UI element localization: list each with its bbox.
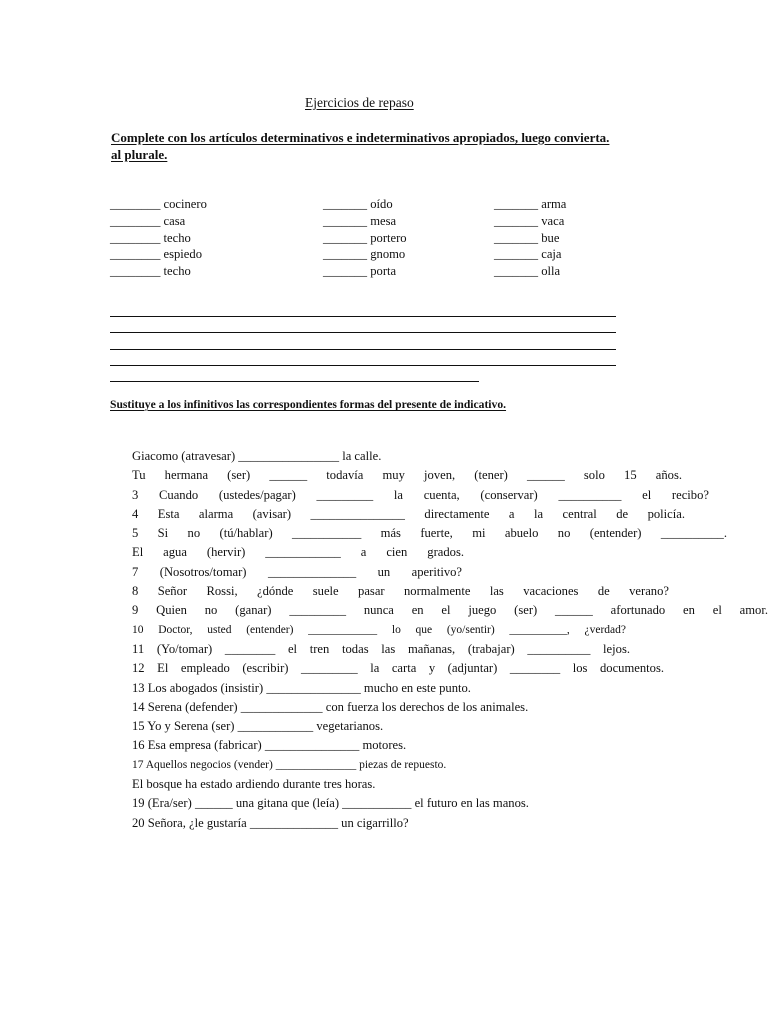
vocab-item: _______ porta: [323, 264, 397, 279]
sentence: El agua (hervir) ____________ a cien grados.: [132, 545, 464, 560]
sentence: 11 (Yo/tomar) ________ el tren todas las mañanas, (trabajar) __________ lejos.: [132, 641, 630, 656]
answer-lines: [110, 301, 616, 382]
answer-line: [110, 350, 616, 366]
sentence: 16 Esa empresa (fabricar) _______________ motores.: [132, 738, 407, 753]
vocab-item: _______ arma: [494, 197, 567, 211]
vocab-item: _______ gnomo: [323, 247, 406, 262]
sentence: 7 (Nosotros/tomar) ______________ un aperitivo?: [132, 564, 462, 579]
sentence: 5 Si no (tú/hablar) ___________ más fuerte, mi abuelo no (entender) __________.: [132, 526, 727, 541]
vocab-item: _______ mesa: [323, 213, 397, 228]
sentence: 8 Señor Rossi, ¿dónde suele pasar normalmente las vacaciones de verano?: [132, 584, 669, 599]
sentence: 9 Quien no (ganar) _________ nunca en el juego (ser) ______ afortunado en el amor.: [132, 603, 768, 618]
exercise-1-instruction: [111, 129, 671, 163]
vocab-item: _______ caja: [494, 247, 562, 262]
sentence: 17 Aquellos negocios (vender) ______________ piezas de repuesto.: [132, 758, 447, 771]
answer-line: [110, 301, 616, 317]
sentence: 4 Esta alarma (avisar) _______________ directamente a la central de policía.: [132, 506, 685, 521]
vocab-item: _______ vaca: [494, 213, 565, 228]
sentence: El bosque ha estado ardiendo durante tres horas.: [132, 777, 376, 792]
vocab-item: ________ techo: [110, 230, 191, 245]
vocab-item: ________ cocinero: [110, 197, 207, 211]
vocabulary-column-1: [110, 196, 207, 280]
sentence: 14 Serena (defender) _____________ con fuerza los derechos de los animales.: [132, 699, 529, 714]
vocab-item: _______ oído: [323, 197, 393, 211]
sentence: 15 Yo y Serena (ser) ____________ vegetarianos.: [132, 719, 384, 734]
vocab-item: _______ bue: [494, 230, 560, 245]
sentence: 20 Señora, ¿le gustaría ______________ un cigarrillo?: [132, 815, 409, 830]
sentence: Giacomo (atravesar) ________________ la calle.: [132, 449, 382, 463]
page-title: Ejercicios de repaso: [305, 95, 414, 110]
vocabulary-column-2: [323, 196, 407, 280]
answer-line: [110, 333, 616, 349]
vocab-item: _______ portero: [323, 230, 407, 245]
vocabulary-column-3: [494, 196, 566, 280]
exercise-2-instruction: Sustituye a los infinitivos las correspondientes formas del presente de indicativo.: [110, 398, 507, 411]
vocab-item: ________ espiedo: [110, 247, 202, 262]
sentence: 19 (Era/ser) ______ una gitana que (leía) ___________ el futuro en las manos.: [132, 796, 529, 811]
sentence: 12 El empleado (escribir) _________ la carta y (adjuntar) ________ los documentos.: [132, 661, 664, 676]
sentence: Tu hermana (ser) ______ todavía muy joven, (tener) ______ solo 15 años.: [132, 468, 682, 483]
sentence: 3 Cuando (ustedes/pagar) _________ la cuenta, (conservar) __________ el recibo?: [132, 487, 709, 502]
vocab-item: _______ olla: [494, 264, 561, 279]
vocab-item: ________ casa: [110, 213, 186, 228]
instruction-line-1: Complete con los artículos determinativos e indeterminativos apropiados, luego convierta.: [111, 130, 610, 145]
sentence: 13 Los abogados (insistir) _______________ mucho en este punto.: [132, 680, 471, 695]
vocab-item: ________ techo: [110, 264, 191, 279]
sentence: 10 Doctor, usted (entender) ____________ lo que (yo/sentir) __________, ¿verdad?: [132, 623, 626, 636]
instruction-line-2: al plurale.: [111, 147, 168, 162]
answer-line: [110, 366, 479, 382]
exercise-2-sentences: [132, 447, 768, 833]
answer-line: [110, 317, 616, 333]
